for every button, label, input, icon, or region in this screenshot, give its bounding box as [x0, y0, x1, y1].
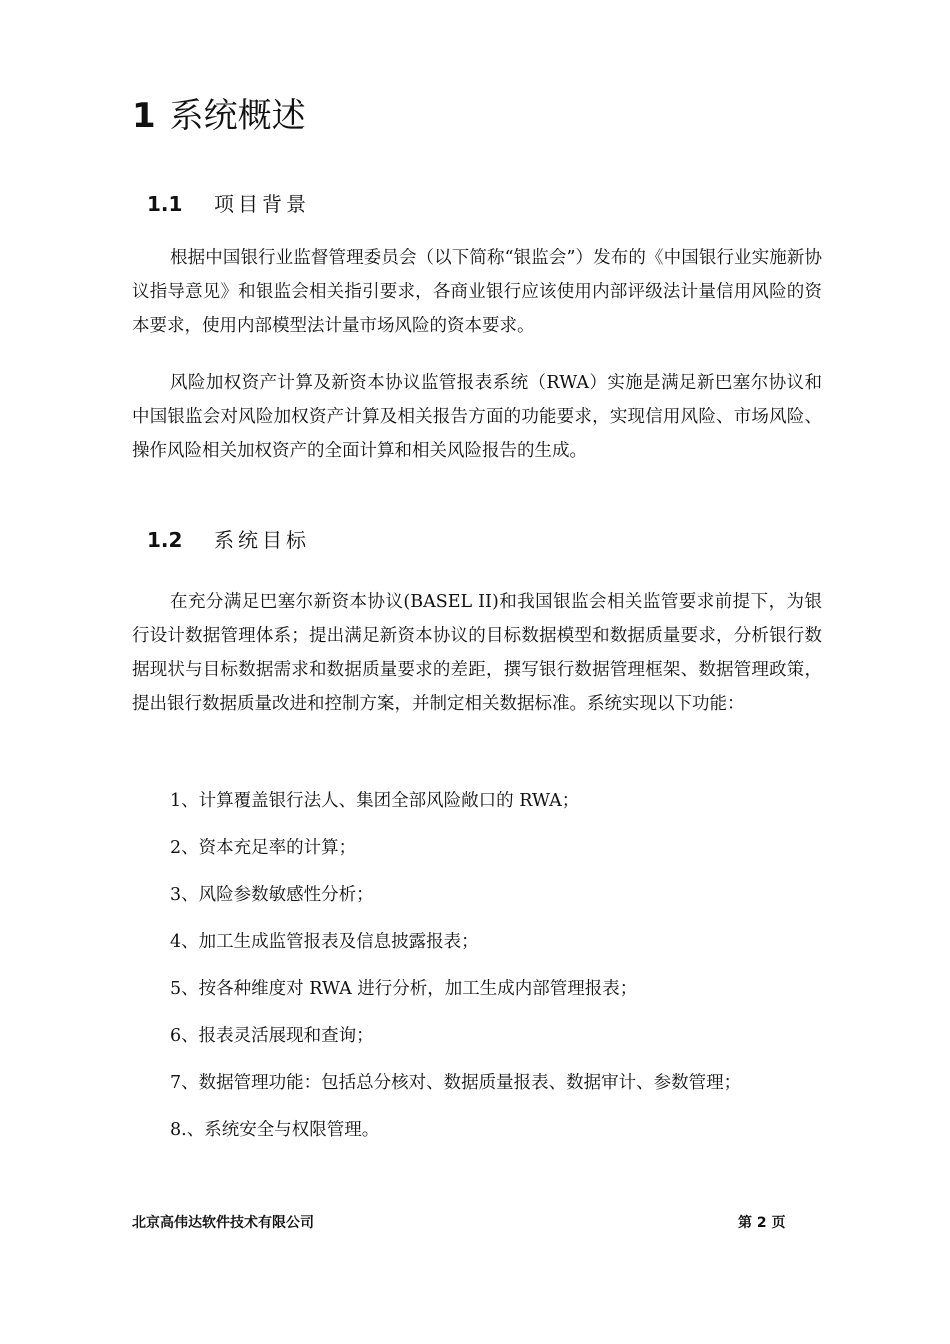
paragraph-background-1: 根据中国银行业监督管理委员会（以下简称“银监会”）发布的《中国银行业实施新协议指导意见》和银监会相关指引要求，各商业银行应该使用内部评级法计量信用风险的资本要求，使用内部模型法计量市场风险的资本要求。 [132, 248, 822, 336]
list-item: 8.、系统安全与权限管理。 [170, 1120, 380, 1140]
section-number: 1.1 [147, 192, 183, 216]
footer-company: 北京高伟达软件技术有限公司 [132, 1215, 314, 1231]
chapter-heading [132, 92, 306, 140]
section-number: 1.2 [147, 528, 183, 552]
list-item: 2、资本充足率的计算； [170, 838, 357, 858]
list-item: 5、按各种维度对 RWA 进行分析，加工生成内部管理报表； [170, 979, 638, 999]
footer-page-number: 第 2 页 [738, 1215, 786, 1231]
list-item: 1、计算覆盖银行法人、集团全部风险敞口的 RWA； [170, 791, 580, 811]
list-item: 4、加工生成监管报表及信息披露报表； [170, 932, 479, 952]
paragraph-background-2: 风险加权资产计算及新资本协议监管报表系统（RWA）实施是满足新巴塞尔协议和中国银监会对风险加权资产计算及相关报告方面的功能要求，实现信用风险、市场风险、操作风险相关加权资产的全面计算和相关风险报告的生成。 [132, 373, 822, 461]
section-heading-1-1 [147, 190, 310, 218]
list-item: 6、报表灵活展现和查询； [170, 1026, 374, 1046]
section-heading-1-2 [147, 526, 310, 554]
paragraph-objectives: 在充分满足巴塞尔新资本协议(BASEL II)和我国银监会相关监管要求前提下，为银行设计数据管理体系；提出满足新资本协议的目标数据模型和数据质量要求，分析银行数据现状与目标数据需求和数据质量要求的差距，撰写银行数据管理框架、数据管理政策，提出银行数据质量改进和控制方案，并制定相关数据标准。系统实现以下功能： [132, 592, 822, 714]
list-item: 3、风险参数敏感性分析； [170, 885, 374, 905]
section-title: 系统目标 [214, 528, 310, 552]
chapter-title: 系统概述 [169, 96, 306, 136]
list-item: 7、数据管理功能：包括总分核对、数据质量报表、数据审计、参数管理； [170, 1073, 742, 1093]
section-title: 项目背景 [214, 192, 310, 216]
chapter-number: 1 [132, 96, 156, 136]
